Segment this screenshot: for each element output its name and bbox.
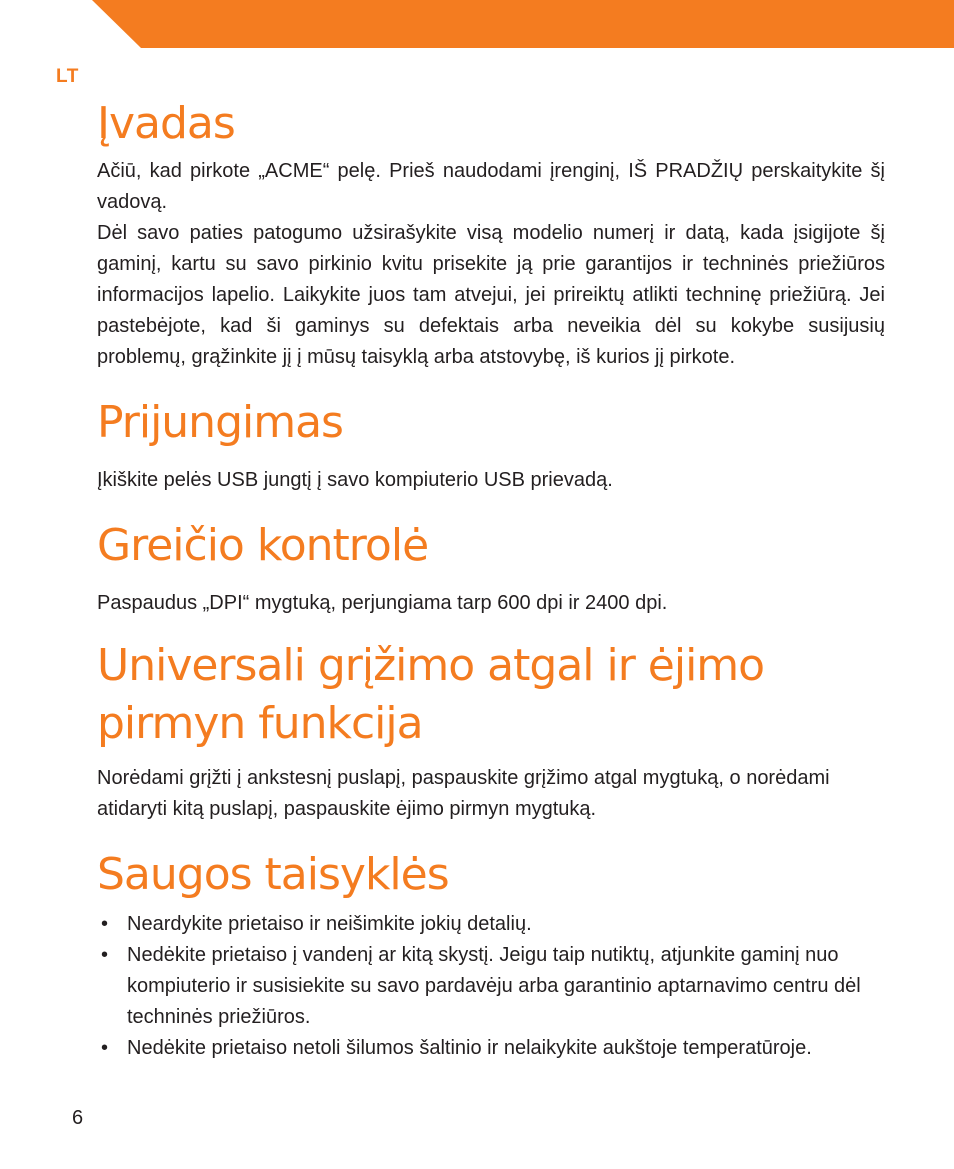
bullet-dot: • — [101, 1037, 109, 1059]
section-speed — [97, 516, 885, 619]
heading-safety: Saugos taisyklės — [97, 849, 449, 900]
top-orange-banner — [0, 0, 954, 48]
heading-intro: Įvadas — [97, 98, 235, 149]
speed-paragraph: Paspaudus „DPI“ mygtuką, perjungiama tarp 600 dpi ir 2400 dpi. — [97, 592, 668, 614]
language-tag: LT — [56, 66, 79, 87]
intro-paragraph-1: Ačiū, kad pirkote „ACME“ pelę. Prieš naudodami įrenginį, IŠ PRADŽIŲ perskaitykite šį vadovą. — [97, 160, 885, 213]
safety-list-item — [97, 940, 885, 1033]
safety-item-text: Nedėkite prietaiso į vandenį ar kitą skystį. Jeigu taip nutiktų, atjunkite gaminį nuo kompiuterio ir susisiekite su savo pardavėju arba garantinio aptarnavimo centru dėl techninės priežiūros. — [127, 944, 861, 1028]
safety-list — [97, 909, 885, 1064]
section-connect — [97, 393, 885, 496]
intro-paragraph-2: Dėl savo paties patogumo užsirašykite visą modelio numerį ir datą, kada įsigijote šį gaminį, kartu su savo pirkinio kvitu prisekite ją prie garantijos ir techninės priežiūros informacijos lapelio. Laikykite juos tam atvejui, jei prireiktų atlikti techninę priežiūrą. Jei pastebėjote, kad ši gaminys su defektais arba neveikia dėl su kokybe susijusių problemų, grąžinkite jį į mūsų taisyklą arba atstovybę, iš kurios jį pirkote. — [97, 222, 885, 368]
manual-content — [97, 90, 885, 1064]
page-number: 6 — [72, 1107, 84, 1129]
orange-banner-shape — [0, 0, 954, 48]
safety-list-item — [97, 1033, 885, 1064]
safety-item-text: Nedėkite prietaiso netoli šilumos šaltinio ir nelaikykite aukštoje temperatūroje. — [127, 1037, 812, 1059]
heading-speed: Greičio kontrolė — [97, 520, 429, 571]
navigation-paragraph: Norėdami grįžti į ankstesnį puslapį, paspauskite grįžimo atgal mygtuką, o norėdami atidaryti kitą puslapį, paspauskite ėjimo pirmyn mygtuką. — [97, 767, 830, 820]
bullet-dot: • — [101, 944, 109, 966]
section-navigation — [97, 637, 885, 825]
heading-navigation: Universali grįžimo atgal ir ėjimo pirmyn funkcija — [97, 640, 765, 749]
safety-item-text: Neardykite prietaiso ir neišimkite jokių detalių. — [127, 913, 532, 935]
bullet-dot: • — [101, 913, 109, 935]
safety-list-item — [97, 909, 885, 940]
connect-paragraph: Įkiškite pelės USB jungtį į savo kompiuterio USB prievadą. — [97, 469, 613, 491]
section-intro — [97, 94, 885, 373]
heading-connect: Prijungimas — [97, 397, 343, 448]
section-safety — [97, 845, 885, 1064]
